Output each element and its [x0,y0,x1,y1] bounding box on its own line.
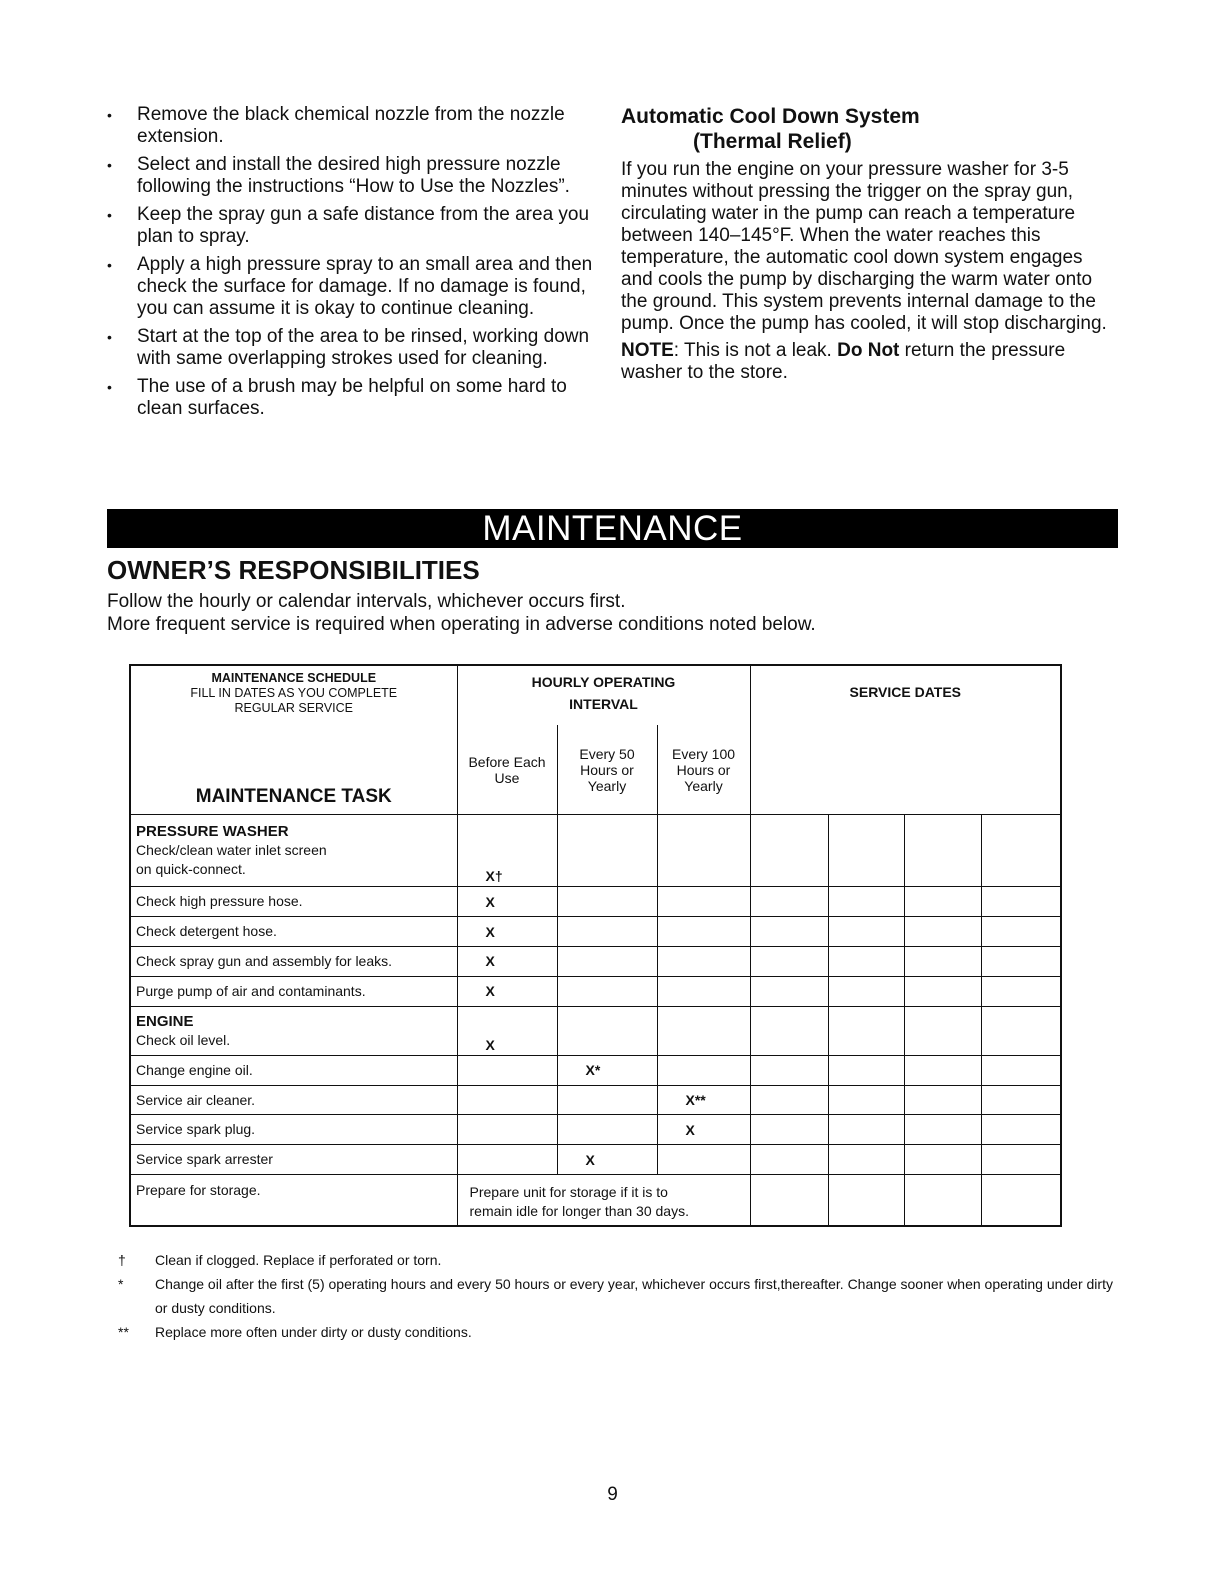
mark-cell: X [557,1145,657,1175]
footnote-text: Clean if clogged. Replace if perforated or torn. [155,1252,442,1268]
service-date-cell[interactable] [750,917,828,947]
header-hourly-interval [457,665,750,725]
mark-cell [457,1085,557,1115]
header-maintenance-task [130,665,457,815]
mark-cell [457,1145,557,1175]
service-date-cell[interactable] [828,976,904,1006]
service-date-cell[interactable] [904,976,981,1006]
col-50-l3: Yearly [587,777,627,794]
mark-cell: X [457,976,557,1006]
table-row [130,1055,1061,1085]
bullet-item: • Apply a high pressure spray to an small area and then check the surface for damage. If no damage is found, you can assume it is okay to continue cleaning. [107,254,602,320]
mark-cell: X† [457,815,557,887]
mark-cell [657,1006,750,1055]
mark-cell [657,887,750,917]
service-date-cell[interactable] [981,917,1061,947]
cool-down-title [621,104,1116,154]
service-date-cell[interactable] [828,1115,904,1145]
task-cell: Service spark plug. [130,1115,457,1145]
mark-cell [457,1055,557,1085]
service-date-cell[interactable] [828,1006,904,1055]
service-date-cell[interactable] [904,1085,981,1115]
service-date-cell[interactable] [904,1006,981,1055]
service-date-cell[interactable] [904,1115,981,1145]
cool-down-title-line2: (Thermal Relief) [693,130,852,153]
owner-intro [107,590,816,636]
cool-down-title-line1: Automatic Cool Down System [621,105,920,128]
task-cell: Check spray gun and assembly for leaks. [130,946,457,976]
service-date-cell[interactable] [750,887,828,917]
footnotes [118,1248,1118,1344]
schedule-sub2: REGULAR SERVICE [234,701,354,715]
service-date-cell[interactable] [828,946,904,976]
mark-cell: X [457,1006,557,1055]
table-row [130,1115,1061,1145]
task-cell: Change engine oil. [130,1055,457,1085]
mark-cell [557,1085,657,1115]
mark-cell [657,1055,750,1085]
storage-note [457,1174,750,1226]
col-before-l1: Before Each [468,753,546,770]
note-label: NOTE [621,340,674,361]
col-50-l1: Every 50 [579,745,635,762]
task-oil-level: Check oil level. [136,1031,231,1048]
storage-note-l2: remain idle for longer than 30 days. [469,1202,689,1219]
task-header: MAINTENANCE TASK [195,786,392,808]
table-row [130,976,1061,1006]
bullet-item: • Keep the spray gun a safe distance from the area you plan to spray. [107,204,602,248]
task-cell: Service air cleaner. [130,1085,457,1115]
mark-cell [657,815,750,887]
schedule-sub1: FILL IN DATES AS YOU COMPLETE [190,686,398,700]
service-date-cell[interactable] [981,946,1061,976]
service-date-cell[interactable] [828,815,904,887]
footnote-text: Replace more often under dirty or dusty conditions. [155,1324,472,1340]
hourly-line2: INTERVAL [569,696,638,712]
service-date-cell[interactable] [828,917,904,947]
table-row [130,887,1061,917]
mark-cell: X** [657,1085,750,1115]
bullet-item: • The use of a brush may be helpful on some hard to clean surfaces. [107,376,602,420]
task-cell: Purge pump of air and contaminants. [130,976,457,1006]
service-date-cell[interactable] [750,946,828,976]
mark-cell: X [457,946,557,976]
service-date-cell[interactable] [981,1174,1061,1226]
intro-line-1: Follow the hourly or calendar intervals, whichever occurs first. [107,591,626,612]
mark-cell [457,1115,557,1145]
footnote-symbol: * [118,1276,124,1292]
service-date-cell[interactable] [750,1174,828,1226]
mark-cell [557,815,657,887]
task-inlet-l2: on quick-connect. [136,861,246,878]
task-cell [130,815,457,887]
header-service-dates: SERVICE DATES [750,665,1061,815]
service-date-cell[interactable] [904,1055,981,1085]
table-row [130,1174,1061,1226]
service-date-cell[interactable] [904,1174,981,1226]
service-date-cell[interactable] [750,976,828,1006]
mark-cell [657,946,750,976]
service-date-cell[interactable] [828,1145,904,1175]
footnote-text: Change oil after the first (5) operating hours and every 50 hours or every year, whichever occurs first,thereafter. Change sooner when operating under dirty or dusty conditions. [155,1276,1113,1316]
col-every-100 [657,725,750,815]
service-date-cell[interactable] [981,815,1061,887]
footnote [118,1272,1118,1320]
service-date-cell[interactable] [828,1055,904,1085]
col-100-l2: Hours or [676,761,731,778]
service-date-cell[interactable] [750,1145,828,1175]
col-50-l2: Hours or [580,761,634,778]
mark-cell: X [457,887,557,917]
col-100-l1: Every 100 [671,745,736,762]
service-date-cell[interactable] [981,1055,1061,1085]
col-100-l3: Yearly [684,777,723,794]
table-row [130,1085,1061,1115]
intro-line-2: More frequent service is required when operating in adverse conditions noted below. [107,614,816,635]
procedure-bullet-list [107,104,602,426]
table-row [130,1145,1061,1175]
table-row [130,946,1061,976]
schedule-title: MAINTENANCE SCHEDULE [211,671,377,685]
service-date-cell[interactable] [904,946,981,976]
footnote-symbol: † [118,1252,126,1268]
mark-cell [557,887,657,917]
note-text-1: : This is not a leak. [673,340,838,361]
footnote-symbol: ** [118,1324,129,1340]
cool-down-section [621,104,1116,384]
service-date-cell[interactable] [750,815,828,887]
bullet-item: • Remove the black chemical nozzle from the nozzle extension. [107,104,602,148]
service-date-cell[interactable] [904,917,981,947]
bullet-item: • Start at the top of the area to be rinsed, working down with same overlapping strokes used for cleaning. [107,326,602,370]
page-number: 9 [607,1484,618,1505]
mark-cell: X* [557,1055,657,1085]
cool-down-note [621,340,1116,384]
mark-cell [657,1145,750,1175]
mark-cell [557,1115,657,1145]
service-date-cell[interactable] [828,887,904,917]
col-before-each-use [457,725,557,815]
service-date-cell[interactable] [981,976,1061,1006]
group-pressure-washer: PRESSURE WASHER [136,823,289,841]
owner-responsibilities-title: OWNER’S RESPONSIBILITIES [107,555,480,585]
footnote [118,1320,1118,1344]
footnote [118,1248,1118,1272]
service-date-cell[interactable] [904,887,981,917]
note-text-2: return the pressure washer to the store. [621,340,1066,383]
service-date-cell[interactable] [750,1115,828,1145]
mark-cell [657,976,750,1006]
task-cell: Check high pressure hose. [130,887,457,917]
task-inlet-l1: Check/clean water inlet screen [136,842,327,859]
task-cell [130,1006,457,1055]
hourly-line1: HOURLY OPERATING [531,674,676,690]
note-bold: Do Not [837,340,900,361]
service-date-cell[interactable] [981,1006,1061,1055]
table-row [130,815,1061,887]
task-cell: Prepare for storage. [130,1174,457,1226]
service-date-cell[interactable] [750,1085,828,1115]
service-date-cell[interactable] [904,815,981,887]
maintenance-schedule-table [129,664,1062,1227]
mark-cell [557,917,657,947]
service-date-cell[interactable] [750,1006,828,1055]
task-cell: Check detergent hose. [130,917,457,947]
service-date-cell[interactable] [981,887,1061,917]
mark-cell: X [457,917,557,947]
bullet-item: • Select and install the desired high pressure nozzle following the instructions “How to Use the Nozzles”. [107,154,602,198]
table-row [130,1006,1061,1055]
mark-cell [557,976,657,1006]
mark-cell: X [657,1115,750,1145]
storage-note-l1: Prepare unit for storage if it is to [469,1183,668,1200]
service-date-cell[interactable] [828,1174,904,1226]
table-row [130,917,1061,947]
mark-cell [557,1006,657,1055]
maintenance-banner: MAINTENANCE [107,509,1118,548]
col-every-50 [557,725,657,815]
service-date-cell[interactable] [750,1055,828,1085]
cool-down-body: If you run the engine on your pressure washer for 3-5 minutes without pressing the trigger on the spray gun, circulating water in the pump can reach a temperature between 140–145°F. When the water reaches this temperature, the automatic cool down system engages and cools the pump by discharging the warm water onto the ground. This system prevents internal damage to the pump. Once the pump has cooled, it will stop discharging. [621,159,1107,334]
col-before-l2: Use [494,769,520,786]
mark-cell [657,917,750,947]
service-date-cell[interactable] [981,1085,1061,1115]
mark-cell [557,946,657,976]
service-date-cell[interactable] [828,1085,904,1115]
task-cell: Service spark arrester [130,1145,457,1175]
service-date-cell[interactable] [981,1115,1061,1145]
group-engine: ENGINE [136,1012,194,1030]
service-date-cell[interactable] [904,1145,981,1175]
service-date-cell[interactable] [981,1145,1061,1175]
